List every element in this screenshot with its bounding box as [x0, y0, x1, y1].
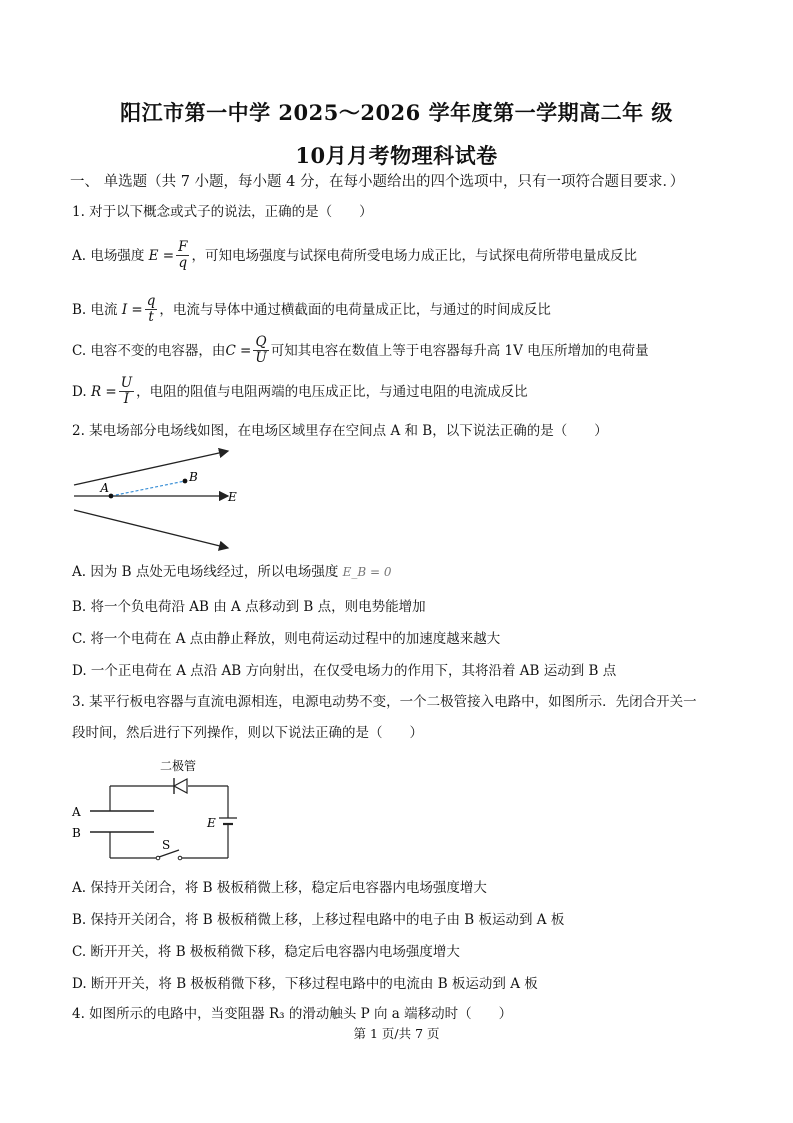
electric-field-diagram	[68, 448, 248, 552]
fraction-denominator: t	[148, 309, 154, 325]
option-text-post: ，电阻的阻值与电阻两端的电压成正比，与通过电阻的电流成反比	[136, 383, 528, 400]
fraction-numerator: U	[120, 375, 133, 391]
q1-option-a	[72, 240, 637, 271]
label-plate-a: A	[72, 805, 81, 819]
page-footer: 第 1 页/共 7 页	[353, 1026, 440, 1041]
label-point-a: A	[100, 481, 109, 495]
option-text-pre: 电容不变的电容器，由	[90, 342, 226, 359]
switch-contact	[178, 856, 182, 860]
fraction-numerator: F	[178, 239, 188, 255]
q3-option-c: C. 断开开关，将 B 极板稍微下移，稳定后电容器内电场强度增大	[72, 944, 460, 960]
q3-option-d: D. 断开开关，将 B 极板稍微下移，下移过程电路中的电流由 B 板运动到 A 板	[72, 976, 538, 992]
section-header: 一、 单选题（共 7 小题，每小题 4 分，在每小题给出的四个选项中，只有一项符合题目要求．）	[70, 174, 685, 190]
option-text-pre: 电场强度	[90, 247, 145, 264]
fraction	[145, 294, 158, 325]
option-text-post: 可知其电容在数值上等于电容器每升高 1V 电压所增加的电荷量	[270, 342, 649, 359]
q2-option-b: B. 将一个负电荷沿 AB 由 A 点移动到 B 点，则电势能增加	[72, 599, 426, 615]
q2-option-d: D. 一个正电荷在 A 点沿 AB 方向射出，在仅受电场力的作用下，其将沿着 AB 运动到 B 点	[72, 663, 617, 679]
label-switch-s: S	[162, 838, 171, 852]
formula-lhs: C =	[225, 342, 252, 359]
label-field-e: E	[228, 490, 237, 504]
option-text-post: ，电流与导体中通过横截面的电荷量成正比，与通过的时间成反比	[159, 301, 551, 318]
label-source-e: E	[207, 816, 216, 830]
option-label: B.	[72, 301, 87, 318]
field-line-upper	[74, 451, 228, 485]
q3-stem-line1: 3. 某平行板电容器与直流电源相连，电源电动势不变，一个二极管接入电路中，如图所示．先闭合开关一	[72, 694, 697, 710]
fraction-denominator: U	[255, 350, 267, 366]
q1-option-b	[72, 294, 551, 325]
exam-title-line2: 10月月考物理科试卷	[295, 143, 498, 168]
q2-stem: 2. 某电场部分电场线如图，在电场区域里存在空间点 A 和 B，以下说法正确的是（ ）	[72, 423, 608, 439]
segment-ab	[111, 481, 185, 496]
option-label: A.	[72, 247, 87, 264]
capacitor-circuit-diagram	[68, 755, 248, 867]
fraction-numerator: Q	[253, 335, 268, 351]
formula-lhs: E =	[148, 247, 175, 264]
fraction-numerator: q	[146, 293, 156, 309]
q2-option-c: C. 将一个电荷在 A 点由静止释放，则电荷运动过程中的加速度越来越大	[72, 631, 501, 647]
label-point-b: B	[189, 470, 198, 484]
point-b-dot	[183, 479, 188, 484]
formula-eb: E_B = 0	[342, 565, 392, 579]
q2-option-a	[72, 562, 392, 582]
q1-option-c	[72, 335, 649, 366]
q3-option-a: A. 保持开关闭合，将 B 极板稍微上移，稳定后电容器内电场强度增大	[72, 880, 487, 896]
point-a-dot	[109, 494, 114, 499]
option-label: C.	[72, 342, 87, 359]
field-line-lower	[74, 510, 228, 548]
option-text-pre: 电流	[90, 301, 118, 318]
q1-stem: 1. 对于以下概念或式子的说法，正确的是（ ）	[72, 204, 373, 220]
fraction-denominator: q	[178, 255, 188, 271]
formula-lhs: R =	[90, 383, 117, 400]
fraction	[119, 376, 134, 407]
q3-stem-line2: 段时间，然后进行下列操作，则以下说法正确的是（ ）	[72, 725, 423, 741]
q4-stem: 4. 如图所示的电路中，当变阻器 R₃ 的滑动触头 P 向 a 端移动时（ ）	[72, 1006, 513, 1022]
option-text-post: ，可知电场强度与试探电荷所受电场力成正比，与试探电荷所带电量成反比	[191, 247, 637, 264]
formula-lhs: I =	[121, 301, 143, 318]
label-diode: 二极管	[160, 759, 197, 773]
q3-option-b: B. 保持开关闭合，将 B 极板稍微上移，上移过程电路中的电子由 B 板运动到 A 板	[72, 912, 565, 928]
exam-title-line1: 阳江市第一中学 2025～2026 学年度第一学期高二年 级	[120, 100, 673, 125]
option-text: A. 因为 B 点处无电场线经过，所以电场强度	[72, 564, 339, 580]
option-label: D.	[72, 383, 87, 400]
fraction-denominator: I	[123, 391, 130, 407]
diode-icon	[174, 779, 187, 793]
fraction	[253, 335, 268, 366]
label-plate-b: B	[72, 826, 81, 840]
fraction	[176, 240, 189, 271]
q1-option-d	[72, 376, 528, 407]
